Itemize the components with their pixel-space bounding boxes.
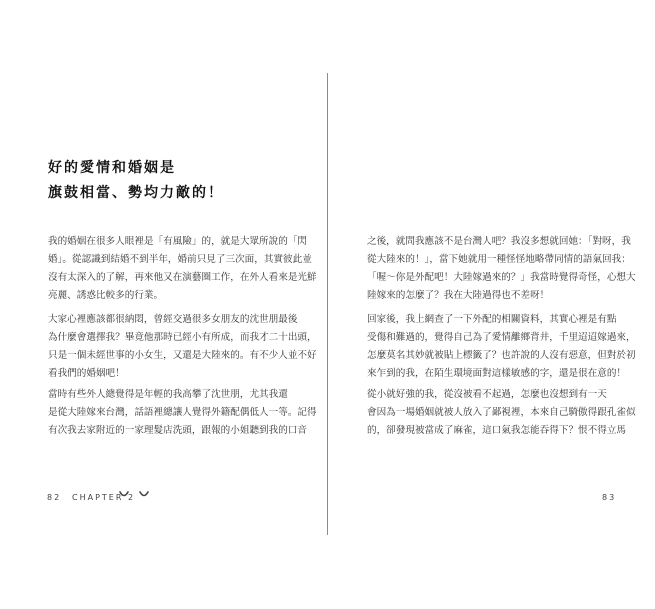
heading-line: 旗鼓相當、勢均力敵的！ bbox=[48, 185, 224, 201]
body-paragraph bbox=[367, 386, 636, 440]
text-line: 當時有些外人總覺得是年輕的我高攀了沈世朋，尤其我還 bbox=[48, 389, 288, 400]
text-line: 有次我去家附近的一家理髮店洗頭，跟報的小姐聽到我的口音 bbox=[48, 425, 308, 436]
page-number: 83 bbox=[602, 493, 617, 502]
body-paragraph bbox=[48, 386, 317, 440]
text-line: 來乍到的我，在陌生環境面對這樣敏感的字，還是很在意的！ bbox=[367, 368, 627, 379]
text-line: 受傷和難過的，覺得自己為了愛情離鄉背井，千里迢迢嫁過來， bbox=[367, 332, 636, 343]
body-paragraph bbox=[48, 311, 317, 383]
text-line: 為什麼會選擇我？畢竟他那時已經小有所成，而我才二十出頭， bbox=[48, 332, 317, 343]
text-line: 怎麼莫名其妙就被貼上標籤了？也許說的人沒有惡意，但對於初 bbox=[367, 350, 636, 361]
text-line: 「喔～你是外配吧！大陸嫁過來的？」我當時覺得奇怪，心想大 bbox=[367, 272, 636, 283]
left-page bbox=[0, 0, 327, 609]
chapter-heading bbox=[48, 156, 224, 206]
text-line: 陸嫁來的怎麼了？我在大陸過得也不差呀！ bbox=[367, 290, 550, 301]
text-line: 沒有太深入的了解，再來他又在演藝圈工作，在外人看來是光鮮 bbox=[48, 272, 317, 283]
text-line: 之後，就問我應該不是台灣人吧？我沒多想就回她：「對呀，我 bbox=[367, 236, 631, 247]
text-line: 是從大陸嫁來台灣，話語裡總讓人覺得外籍配偶低人一等。記得 bbox=[48, 407, 317, 418]
body-paragraph bbox=[367, 311, 636, 383]
text-line: 婚」。從認識到結婚不到半年，婚前只見了三次面，其實彼此並 bbox=[48, 254, 312, 265]
body-paragraph bbox=[48, 233, 317, 305]
text-line: 回家後，我上網查了一下外配的相關資料，其實心裡是有點 bbox=[367, 314, 617, 325]
chapter-ornament-icon bbox=[116, 488, 156, 502]
text-line: 會因為一場婚姻就被人放入了鄙視裡，本來自己騎傲得跟孔雀似 bbox=[367, 407, 636, 418]
right-page bbox=[328, 0, 655, 609]
page-number: 82 bbox=[47, 493, 62, 502]
chapter-label: CHAPTER 2 bbox=[72, 493, 136, 502]
text-line: 從小就好強的我，從沒被看不起過，怎麼也沒想到有一天 bbox=[367, 389, 607, 400]
text-line: 亮麗、誘惑比較多的行業。 bbox=[48, 290, 164, 301]
text-line: 只是一個未經世事的小女生，又還是大陸來的。有不少人並不好 bbox=[48, 350, 317, 361]
text-line: 看我們的婚姻吧！ bbox=[48, 368, 125, 379]
text-line: 從大陸來的！」，當下她就用一種怪怪地略帶同情的語氣回我： bbox=[367, 254, 631, 265]
heading-line: 好的愛情和婚姻是 bbox=[48, 160, 176, 176]
body-paragraph bbox=[367, 233, 636, 305]
text-line: 大家心裡應該都很納悶，曾經交過很多女朋友的沈世朋最後 bbox=[48, 314, 298, 325]
text-line: 的，卻發現被當成了麻雀，這口氣我怎能吞得下？恨不得立馬 bbox=[367, 425, 627, 436]
text-line: 我的婚姻在很多人眼裡是「有風險」的，就是大眾所說的「閃 bbox=[48, 236, 308, 247]
